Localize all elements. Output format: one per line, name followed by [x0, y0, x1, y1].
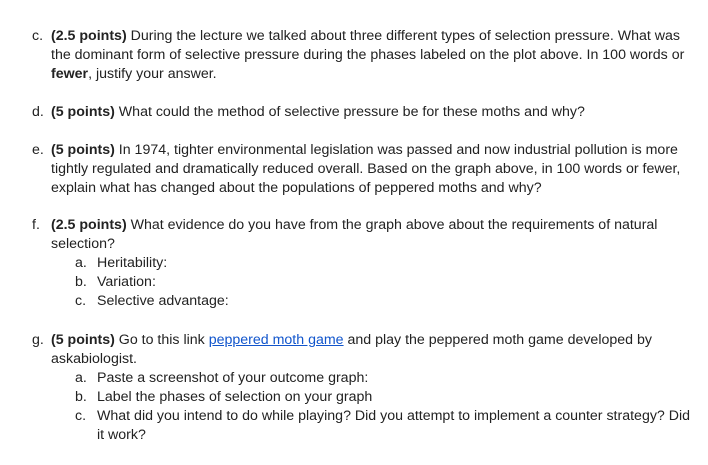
question-d-letter: d.	[32, 104, 44, 120]
question-d-line1: What could the method of selective pressure be for these moths and why?	[114, 104, 585, 120]
list-item-letter: b.	[75, 389, 87, 405]
question-f-line1: What evidence do you have from the graph above about the requirements of natural	[126, 217, 658, 233]
question-g-letter: g.	[32, 332, 44, 348]
question-c-line1: During the lecture we talked about three different types of selection pressure. What was	[126, 28, 681, 44]
question-g-pre-link: Go to this link	[114, 332, 209, 348]
question-c-line3: , justify your answer.	[88, 66, 217, 82]
question-e-points: (5 points)	[51, 142, 115, 158]
peppered-moth-game-link[interactable]: peppered moth game	[208, 332, 344, 348]
question-f-text	[51, 216, 701, 254]
list-item-text	[97, 407, 702, 445]
list-item-text: Paste a screenshot of your outcome graph:	[97, 370, 369, 386]
list-item-text: Selective advantage:	[97, 293, 229, 309]
list-item-letter: b.	[75, 274, 87, 290]
list-item-letter: c.	[75, 293, 87, 309]
question-f-points: (2.5 points)	[51, 217, 127, 233]
question-f-letter: f.	[32, 217, 40, 233]
list-item-text: Label the phases of selection on your graph	[97, 389, 373, 405]
question-g-post-link: and play the peppered moth game developed by	[343, 332, 652, 348]
question-d-text	[51, 103, 701, 122]
question-g-text	[51, 331, 701, 369]
question-f-line2: selection?	[51, 236, 115, 252]
list-item-text: Variation:	[97, 274, 156, 290]
question-c-points: (2.5 points)	[51, 28, 127, 44]
question-c-letter: c.	[32, 28, 44, 44]
question-e-line2: tightly regulated and dramatically reduced overall. Based on the graph above, in 100 words or fewer,	[51, 161, 681, 177]
question-g-line2: askabiologist.	[51, 351, 137, 367]
question-c-line2: the dominant form of selective pressure during the phases labeled on the plot above. In 100 words or	[51, 47, 685, 63]
list-item-letter: a.	[75, 255, 87, 271]
list-item-letter: c.	[75, 408, 87, 424]
list-item-text: Heritability:	[97, 255, 168, 271]
question-e-line1: In 1974, tighter environmental legislation was passed and now industrial pollution is more	[114, 142, 678, 158]
question-d-points: (5 points)	[51, 104, 115, 120]
list-item-letter: a.	[75, 370, 87, 386]
question-e-text	[51, 141, 701, 198]
list-item-text-line2: it work?	[97, 427, 146, 443]
question-e-line3: explain what has changed about the populations of peppered moths and why?	[51, 180, 542, 196]
question-e-letter: e.	[32, 142, 44, 158]
list-item-text-line1: What did you intend to do while playing? Did you attempt to implement a counter strategy? Did	[97, 408, 691, 424]
question-g-points: (5 points)	[51, 332, 115, 348]
question-c-text	[51, 27, 701, 84]
question-c-bold-word: fewer	[51, 66, 89, 82]
